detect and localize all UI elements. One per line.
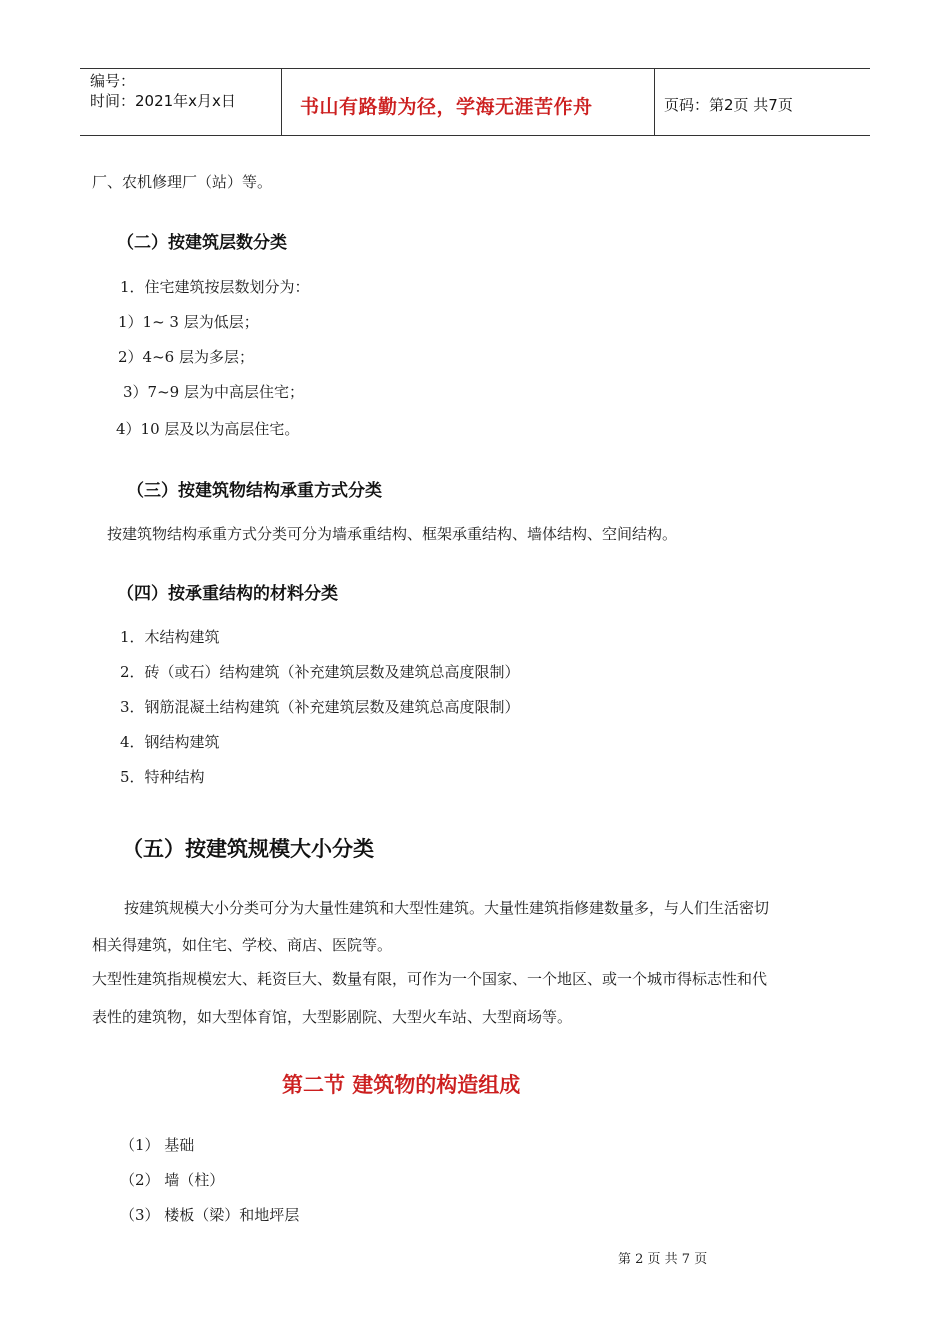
header-divider-left bbox=[281, 68, 282, 136]
page-footer: 第 2 页 共 7 页 bbox=[618, 1252, 708, 1267]
section4-heading: （四）按承重结构的材料分类 bbox=[117, 584, 338, 604]
section2-item: 4）10 层及以为高层住宅。 bbox=[116, 420, 300, 438]
section4-item: 5．特种结构 bbox=[120, 768, 205, 786]
section2-item: 3）7~9 层为中高层住宅； bbox=[123, 383, 304, 401]
header-motto: 书山有路勤为径，学海无涯苦作舟 bbox=[300, 96, 593, 118]
section3-heading: （三）按建筑物结构承重方式分类 bbox=[127, 481, 382, 501]
header-time-label: 时间：2021年x月x日 bbox=[90, 92, 236, 110]
section3-text: 按建筑物结构承重方式分类可分为墙承重结构、框架承重结构、墙体结构、空间结构。 bbox=[107, 525, 678, 543]
chapter-item: （3） 楼板（梁）和地坪层 bbox=[120, 1206, 300, 1224]
section4-item: 2．砖（或石）结构建筑（补充建筑层数及建筑总高度限制） bbox=[120, 663, 520, 681]
section2-item: 1．住宅建筑按层数划分为： bbox=[120, 278, 310, 296]
header-page-info: 页码：第2页 共7页 bbox=[664, 96, 793, 114]
section5-line: 相关得建筑，如住宅、学校、商店、医院等。 bbox=[92, 936, 393, 954]
chapter-item: （1） 基础 bbox=[120, 1136, 195, 1154]
section2-item: 2）4~6 层为多层； bbox=[118, 348, 254, 366]
chapter-item: （2） 墙（柱） bbox=[120, 1171, 225, 1189]
header-bottom-border bbox=[80, 135, 870, 136]
section5-line: 大型性建筑指规模宏大、耗资巨大、数量有限，可作为一个国家、一个地区、或一个城市得标志性和代 bbox=[92, 970, 768, 988]
section4-item: 3．钢筋混凝土结构建筑（补充建筑层数及建筑总高度限制） bbox=[120, 698, 520, 716]
header-top-border bbox=[80, 68, 870, 69]
section5-line: 表性的建筑物，如大型体育馆，大型影剧院、大型火车站、大型商场等。 bbox=[92, 1008, 573, 1026]
header-divider-right bbox=[654, 68, 655, 136]
section5-line: 按建筑规模大小分类可分为大量性建筑和大型性建筑。大量性建筑指修建数量多，与人们生活密切 bbox=[124, 899, 770, 917]
section4-item: 1．木结构建筑 bbox=[120, 628, 220, 646]
chapter-heading: 第二节 建筑物的构造组成 bbox=[282, 1073, 521, 1097]
section2-heading: （二）按建筑层数分类 bbox=[117, 233, 287, 253]
section5-heading: （五）按建筑规模大小分类 bbox=[122, 837, 374, 861]
continued-line: 厂、农机修理厂（站）等。 bbox=[92, 173, 273, 191]
header-number-label: 编号： bbox=[90, 72, 136, 90]
section4-item: 4．钢结构建筑 bbox=[120, 733, 220, 751]
section2-item: 1）1~ 3 层为低层； bbox=[118, 313, 259, 331]
